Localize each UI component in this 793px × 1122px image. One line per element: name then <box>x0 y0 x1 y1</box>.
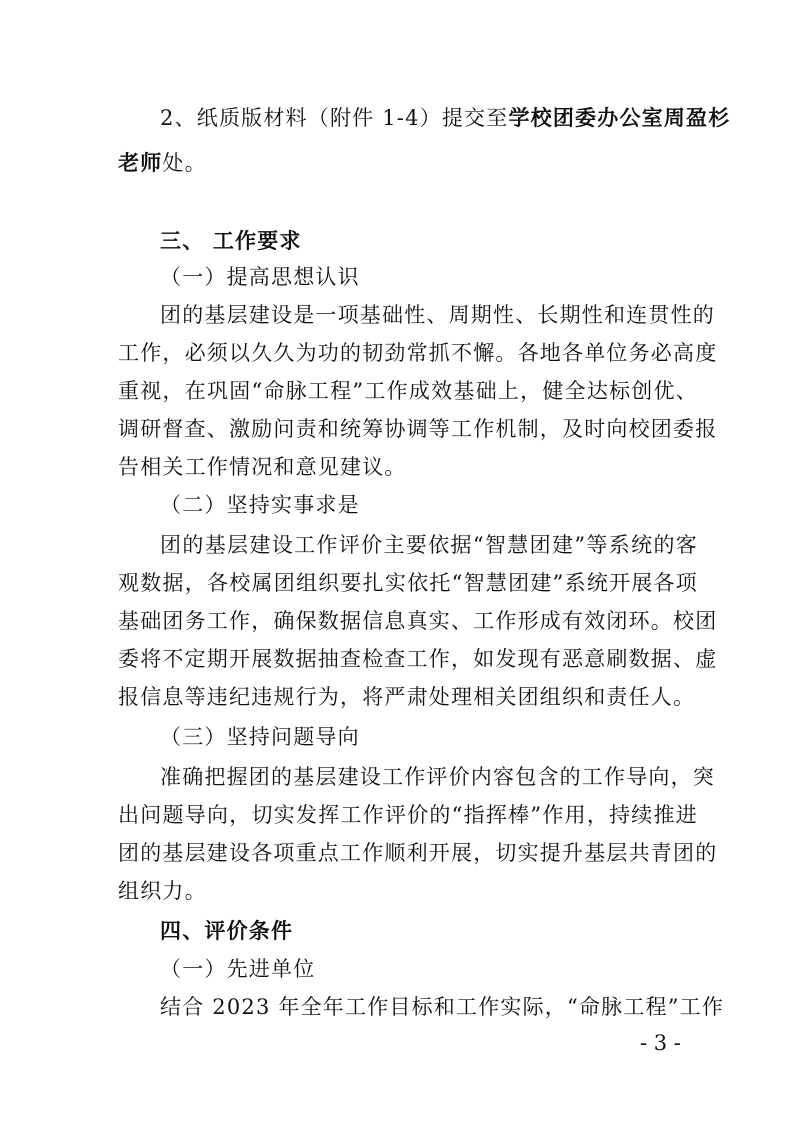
page-number: - 3 - <box>640 1031 681 1055</box>
section3-sub1-title: （一）提高思想认识 <box>160 265 360 289</box>
section3-sub3-title: （三）坚持问题导向 <box>160 725 360 749</box>
paragraph-line: 基础团务工作，确保数据信息真实、工作形成有效闭环。校团 <box>118 609 718 633</box>
section3-title: 三、 工作要求 <box>160 229 302 253</box>
paragraph-line: 报信息等违纪违规行为，将严肃处理相关团组织和责任人。 <box>118 685 696 709</box>
item2-contact-bold: 学校团委办公室周盈杉 <box>508 105 731 130</box>
paragraph-line: 团的基层建设工作评价主要依据“智慧团建”等系统的客 <box>160 533 698 557</box>
paragraph-line: 观数据，各校属团组织要扎实依托“智慧团建”系统开展各项 <box>118 571 698 595</box>
section4-sub1-title: （一）先进单位 <box>160 957 316 981</box>
paragraph-line: 组织力。 <box>118 879 207 903</box>
paragraph-line: 调研督查、激励问责和统筹协调等工作机制，及时向校团委报 <box>118 417 718 441</box>
item2-text: 2、纸质版材料（附件 1-4）提交至 <box>160 106 509 130</box>
paragraph-line: 团的基层建设各项重点工作顺利开展，切实提升基层共青团的 <box>118 841 718 865</box>
paragraph-line: 结合 2023 年全年工作目标和工作实际，“命脉工程”工作 <box>160 995 725 1019</box>
paragraph-line: 工作，必须以久久为功的韧劲常抓不懈。各地各单位务必高度 <box>118 341 718 365</box>
paragraph-line: 团的基层建设是一项基础性、周期性、长期性和连贯性的 <box>160 303 715 327</box>
paragraph-line: 准确把握团的基层建设工作评价内容包含的工作导向，突 <box>160 765 715 789</box>
paragraph-line: 出问题导向，切实发挥工作评价的“指挥棒”作用，持续推进 <box>118 803 698 827</box>
paragraph-line: 告相关工作情况和意见建议。 <box>118 455 407 479</box>
item2-text-end: 处。 <box>162 151 207 175</box>
section3-sub2-title: （二）坚持实事求是 <box>160 493 360 517</box>
section4-title: 四、评价条件 <box>160 919 294 943</box>
item2-line2 <box>118 148 698 178</box>
item2-line1 <box>160 103 731 133</box>
item2-contact-title: 老师 <box>118 150 163 175</box>
paragraph-line: 委将不定期开展数据抽查检查工作，如发现有恶意刷数据、虚 <box>118 647 718 671</box>
paragraph-line: 重视，在巩固“命脉工程”工作成效基础上，健全达标创优、 <box>118 379 698 403</box>
